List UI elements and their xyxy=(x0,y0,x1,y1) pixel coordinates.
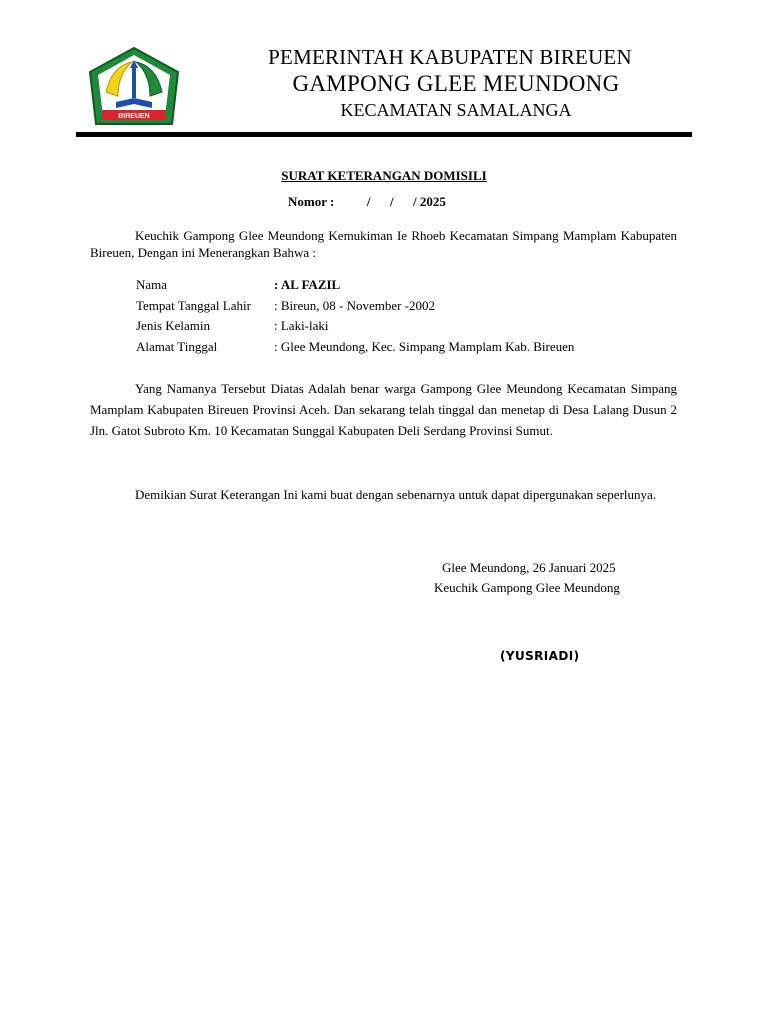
field-value: : Laki-laki xyxy=(274,318,329,333)
field-value: : Bireun, 08 - November -2002 xyxy=(274,297,436,313)
regency-emblem xyxy=(88,46,180,128)
field-value: : AL FAZIL xyxy=(274,277,341,292)
intro-paragraph: Keuchik Gampong Glee Meundong Kemukiman Ie Rhoeb Kecamatan Simpang Mamplam Kabupaten Bireuen, Dengan ini Menerangkan Bahwa : xyxy=(90,228,677,260)
signer-title: Keuchik Gampong Glee Meundong xyxy=(434,580,620,595)
signer-name: (YUSRIADI) xyxy=(500,649,580,663)
field-label: Nama xyxy=(136,277,168,292)
field-label: Jenis Kelamin xyxy=(136,318,211,333)
field-label: Tempat Tanggal Lahir xyxy=(136,297,251,313)
place-date: Glee Meundong, 26 Januari 2025 xyxy=(442,560,616,575)
letterhead-district: KECAMATAN SAMALANGA xyxy=(340,100,572,120)
field-label: Alamat Tinggal xyxy=(136,338,218,354)
signature-block xyxy=(434,558,620,598)
letterhead-government: PEMERINTAH KABUPATEN BIREUEN xyxy=(268,45,632,69)
emblem-label: BIREUEN xyxy=(118,113,150,120)
letter-number: Nomor : / / / 2025 xyxy=(288,194,446,209)
letter-title: SURAT KETERANGAN DOMISILI xyxy=(281,168,487,183)
letterhead xyxy=(190,44,710,122)
body-paragraph: Yang Namanya Tersebut Diatas Adalah benar warga Gampong Glee Meundong Kecamatan Simpang Mamplam Kabupaten Bireuen Provinsi Aceh. Dan sekarang telah tinggal dan menetap di Desa Lalang Dusun 2 Jln. Gatot Subroto Km. 10 Kecamatan Sunggal Kabupaten Deli Serdang Provinsi Sumut. xyxy=(90,381,677,438)
field-value: : Glee Meundong, Kec. Simpang Mamplam Kab. Bireuen xyxy=(274,338,575,354)
letterhead-village: GAMPONG GLEE MEUNDONG xyxy=(292,71,620,96)
closing-paragraph: Demikian Surat Keterangan Ini kami buat dengan sebenarnya untuk dapat dipergunakan seperlunya. xyxy=(135,487,657,502)
letterhead-divider xyxy=(76,132,692,137)
